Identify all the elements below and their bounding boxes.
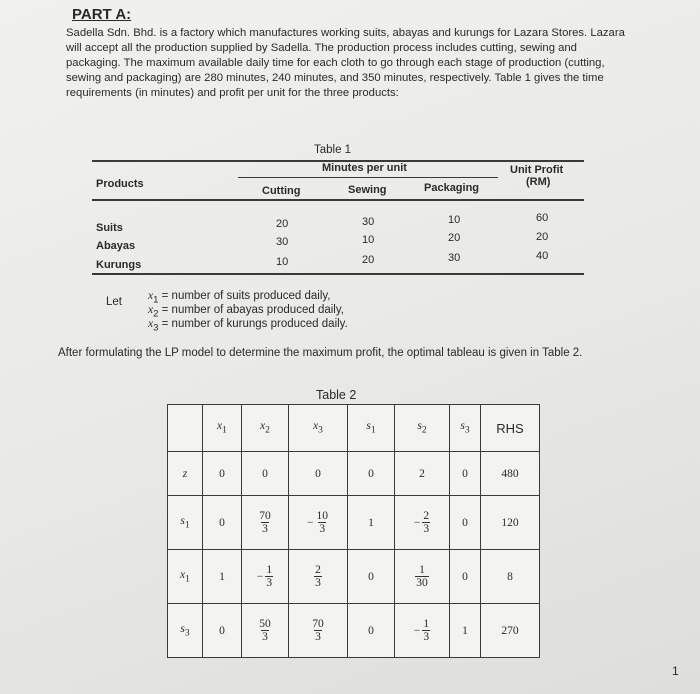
tableau-cell: 0 — [289, 452, 348, 496]
tableau-cell: 0 — [203, 452, 242, 496]
tableau-cell: 1 — [450, 604, 481, 658]
tableau-basis: $s_3$ — [168, 604, 203, 658]
tableau-cell: − $\frac{2}{3}$ — [395, 496, 450, 550]
tableau-cell: − $\frac{10}{3}$ — [289, 496, 348, 550]
page-number: 1 — [672, 664, 679, 678]
tableau-header: $s_2$ — [395, 405, 450, 452]
let-def-text: = number of kurungs produced daily. — [158, 318, 348, 330]
table1-row-name: Kurungs — [96, 259, 142, 271]
table1-header-cutting: Cutting — [262, 185, 301, 197]
table1-cell: 20 — [362, 254, 375, 266]
tableau-cell: 1 — [203, 550, 242, 604]
table1-header-sewing: Sewing — [348, 184, 387, 196]
tableau-cell: 0 — [203, 496, 242, 550]
table1-header-products: Products — [96, 178, 144, 190]
tableau-cell: $\frac{70}{3}$ — [289, 604, 348, 658]
table1-cell: 10 — [448, 214, 461, 226]
table1-cell: 20 — [536, 231, 549, 243]
table1-bottom-rule — [92, 273, 584, 275]
table1-cell: 30 — [362, 216, 375, 228]
let-label: Let — [106, 296, 122, 308]
let-var-sub: 1 — [153, 294, 159, 306]
table1-cell: 20 — [276, 218, 289, 230]
table1-cell: 10 — [276, 256, 289, 268]
tableau-header-rhs: RHS — [481, 405, 540, 452]
tableau-cell: 0 — [348, 550, 395, 604]
tableau-corner — [168, 405, 203, 452]
after-paragraph: After formulating the LP model to determine the maximum profit, the optimal tableau is given in Table 2. — [58, 347, 583, 359]
table1-cell: 30 — [276, 236, 289, 248]
tableau-cell: 0 — [348, 604, 395, 658]
tableau-header: $x_1$ — [203, 405, 242, 452]
section-heading: PART A: — [72, 6, 132, 23]
table1-cell: 10 — [362, 234, 375, 246]
tableau-basis: $x_1$ — [168, 550, 203, 604]
tableau-cell: 0 — [450, 550, 481, 604]
table1-group-rule — [238, 177, 498, 178]
table2-title: Table 2 — [316, 388, 357, 402]
let-def-x2 — [148, 304, 344, 319]
tableau-cell: 2 — [395, 452, 450, 496]
table1-cell: 30 — [448, 252, 461, 264]
tableau-cell: 0 — [242, 452, 289, 496]
tableau-cell: $\frac{50}{3}$ — [242, 604, 289, 658]
let-def-text: = number of abayas produced daily, — [158, 304, 344, 316]
tableau-cell: 120 — [481, 496, 540, 550]
table1-header-rule — [92, 199, 584, 201]
table1-cell: 60 — [536, 212, 549, 224]
tableau-cell: 0 — [450, 452, 481, 496]
optimal-tableau — [167, 404, 540, 658]
tableau-cell: 480 — [481, 452, 540, 496]
tableau-cell: $\frac{1}{30}$ — [395, 550, 450, 604]
table1-row-name: Suits — [96, 222, 123, 234]
intro-paragraph: Sadella Sdn. Bhd. is a factory which manufactures working suits, abayas and kurungs for Lazara Stores. Lazara will accept all the production supplied by Sadella. The production process includes cutting, sewing and packaging. The maximum available daily time for each cloth to go through each stage of production (cutting, sewing and packaging) are 280 minutes, 240 minutes, and 350 minutes, respectively. Table 1 gives the time requirements (in minutes) and profit per unit for the three products: — [66, 27, 625, 99]
table1-title: Table 1 — [314, 144, 352, 156]
let-var-sub: 2 — [153, 308, 159, 320]
tableau-basis: $s_1$ — [168, 496, 203, 550]
let-var: x — [148, 318, 154, 330]
tableau-header: $s_1$ — [348, 405, 395, 452]
let-def-x1 — [148, 290, 331, 305]
tableau-cell: 0 — [450, 496, 481, 550]
tableau-cell: − $\frac{1}{3}$ — [395, 604, 450, 658]
tableau-cell: 270 — [481, 604, 540, 658]
let-def-x3 — [148, 318, 348, 333]
let-var: x — [148, 304, 154, 316]
table1-cell: 20 — [448, 232, 461, 244]
table1-header-minutes: Minutes per unit — [322, 162, 407, 174]
table1-header-profit: Unit Profit — [510, 164, 564, 176]
tableau-cell: 0 — [348, 452, 395, 496]
let-def-text: = number of suits produced daily, — [158, 290, 331, 302]
tableau-cell: $\frac{2}{3}$ — [289, 550, 348, 604]
tableau-cell: $\frac{70}{3}$ — [242, 496, 289, 550]
table1-row-name: Abayas — [96, 240, 136, 252]
let-var-sub: 3 — [153, 322, 159, 334]
tableau-cell: 0 — [203, 604, 242, 658]
tableau-cell: 8 — [481, 550, 540, 604]
tableau-header: $x_3$ — [289, 405, 348, 452]
table1-header-packaging: Packaging — [424, 182, 480, 194]
tableau-basis: z — [168, 452, 203, 496]
let-var: x — [148, 290, 154, 302]
tableau-header: $x_2$ — [242, 405, 289, 452]
tableau-header: $s_3$ — [450, 405, 481, 452]
tableau-cell: 1 — [348, 496, 395, 550]
table1-header-profit-unit: (RM) — [526, 176, 551, 188]
tableau-cell: − $\frac{1}{3}$ — [242, 550, 289, 604]
table1-cell: 40 — [536, 250, 549, 262]
